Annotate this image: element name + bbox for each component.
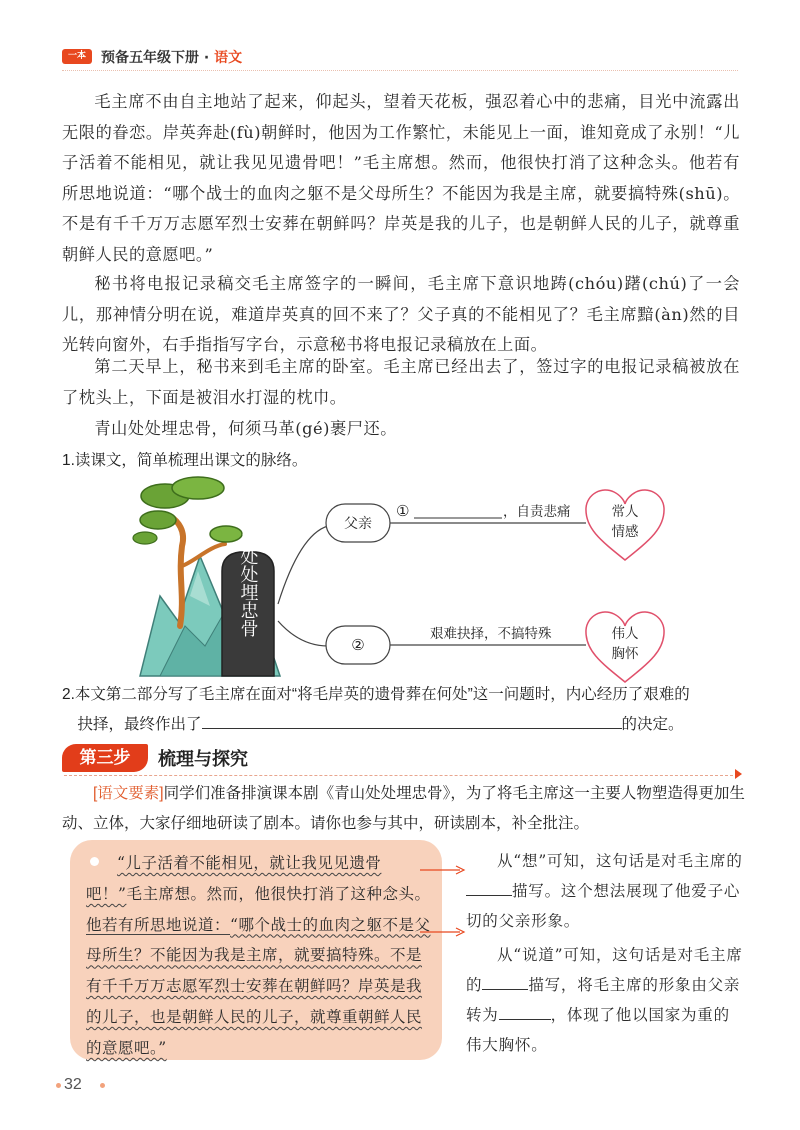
page-dot-right bbox=[100, 1083, 105, 1088]
excerpt-thought: “儿子活着不能相见，就让我见见遗骨吧！” bbox=[86, 854, 382, 903]
connector-bottom bbox=[278, 621, 328, 646]
excerpt-narration: 毛主席想。然而，他很快打消了这种念头。 bbox=[126, 884, 431, 903]
annotation-arrows bbox=[420, 862, 470, 962]
annotation-1 bbox=[466, 846, 746, 936]
heart-1-line-1: 常人 bbox=[611, 504, 639, 520]
outline-text-1: ，自责悲痛 bbox=[503, 504, 571, 520]
passage-paragraph-4: 青山处处埋忠骨，何须马革(gé)裹尸还。 bbox=[94, 419, 397, 438]
excerpt-speech: “哪个战士的血肉之躯不是父母所生？不能因为我是主席，就要搞特殊。不是有千千万万志愿军烈士安葬在朝鲜吗？岸英是我的儿子，也是朝鲜人民的儿子，就尊重朝鲜人民的意愿吧。” bbox=[86, 915, 431, 1057]
annotation-2 bbox=[466, 940, 746, 1060]
page-dot-left bbox=[56, 1083, 61, 1088]
element-tag: [语文要素] bbox=[93, 785, 164, 802]
section-title: 梳理与探究 bbox=[158, 749, 248, 770]
annotation-2-text-a: 从“说道”可知，这句话是对毛主席的 bbox=[466, 946, 743, 994]
answer-blank-image[interactable] bbox=[499, 1002, 551, 1020]
excerpt-speech-intro: 他若有所思地说道： bbox=[86, 915, 231, 934]
story-outline-diagram bbox=[130, 476, 690, 686]
book-name: 预备五年级下册 bbox=[101, 50, 199, 66]
passage-paragraph-1: 毛主席不由自主地站了起来，仰起头，望着天花板，强忍着心中的悲痛，目光中流露出无限的眷恋。岸英奔赴(fù)朝鲜时，他因为工作繁忙，未能见上一面，谁知竟成了永别！“儿子活着不能相见，就让我见见遗骨吧！”毛主席想。然而，他很快打消了这种念头。他若有所思地说道：“哪个战士的血肉之躯不是父母所生？不能因为我是主席，就要搞特殊(shū)。不是有千千万万志愿军烈士安葬在朝鲜吗？岸英是我的儿子，也是朝鲜人民的儿子，就尊重朝鲜人民的意愿吧。” bbox=[62, 92, 740, 264]
title-separator: · bbox=[199, 50, 215, 66]
answer-blank-decision[interactable] bbox=[202, 711, 622, 729]
page-number: 32 bbox=[64, 1076, 82, 1093]
header-divider bbox=[62, 70, 738, 71]
section-arrow-icon bbox=[735, 769, 742, 779]
section-divider bbox=[64, 775, 738, 776]
book-title bbox=[101, 47, 242, 67]
heart-2-line-1: 伟人 bbox=[611, 626, 639, 642]
heart-1-line-2: 情感 bbox=[611, 524, 639, 540]
answer-blank-description-1[interactable] bbox=[466, 878, 512, 896]
node-2-label[interactable]: ② bbox=[351, 636, 365, 654]
brand-logo: 一本 bbox=[62, 49, 92, 64]
annotation-1-text-b: 描写。这个想法展现了他爱子心切的父亲形象。 bbox=[466, 882, 741, 930]
blank-marker-1: ① bbox=[396, 502, 410, 520]
annotation-2-text-b: 描写，将毛主席的形象由父亲转为 bbox=[466, 976, 741, 1024]
intro-text: 同学们准备排演课本剧《青山处处埋忠骨》，为了将毛主席这一主要人物塑造得更加生动、立体，大家仔细地研读了剧本。请你也参与其中，研读剧本，补全批注。 bbox=[62, 785, 745, 832]
question-2-text-2: 抉择，最终作出了 bbox=[77, 716, 202, 733]
question-1: 1.读课文，简单梳理出课文的脉络。 bbox=[62, 452, 308, 469]
question-2-text-3: 的决定。 bbox=[621, 716, 684, 733]
passage-paragraph-3: 第二天早上，秘书来到毛主席的卧室。毛主席已经出去了，签过字的电报记录稿被放在了枕头上，下面是被泪水打湿的枕巾。 bbox=[62, 357, 740, 407]
annotation-2-text-c: ，体现了他以国家为重的伟大胸怀。 bbox=[466, 1006, 730, 1054]
section-intro bbox=[62, 779, 752, 839]
heart-2-line-2: 胸怀 bbox=[611, 646, 639, 662]
excerpt-text bbox=[86, 848, 432, 1064]
subject-label: 语文 bbox=[214, 50, 243, 66]
annotation-1-text-a: 从“想”可知，这句话是对毛主席的 bbox=[497, 852, 743, 870]
step-badge: 第三步 bbox=[62, 744, 148, 772]
question-2-text-1: 2.本文第二部分写了毛主席在面对“将毛岸英的遗骨葬在何处”这一问题时，内心经历了艰难的 bbox=[62, 686, 690, 703]
node-father-label: 父亲 bbox=[344, 516, 372, 532]
question-2 bbox=[62, 680, 752, 740]
outline-text-2: 艰难抉择，不搞特殊 bbox=[430, 626, 552, 642]
passage-paragraph-2: 秘书将电报记录稿交毛主席签字的一瞬间，毛主席下意识地踌(chóu)躇(chú)了一会儿，那神情分明在说，难道岸英真的回不来了？父子真的不能相见了？毛主席黯(àn)然的目光转向窗外，右手指指写字台，示意秘书将电报记录稿放在上面。 bbox=[62, 274, 740, 354]
answer-blank-description-2[interactable] bbox=[482, 972, 528, 990]
stone-inscription: 青山处处埋忠骨 bbox=[237, 511, 259, 637]
connector-top bbox=[278, 526, 328, 604]
